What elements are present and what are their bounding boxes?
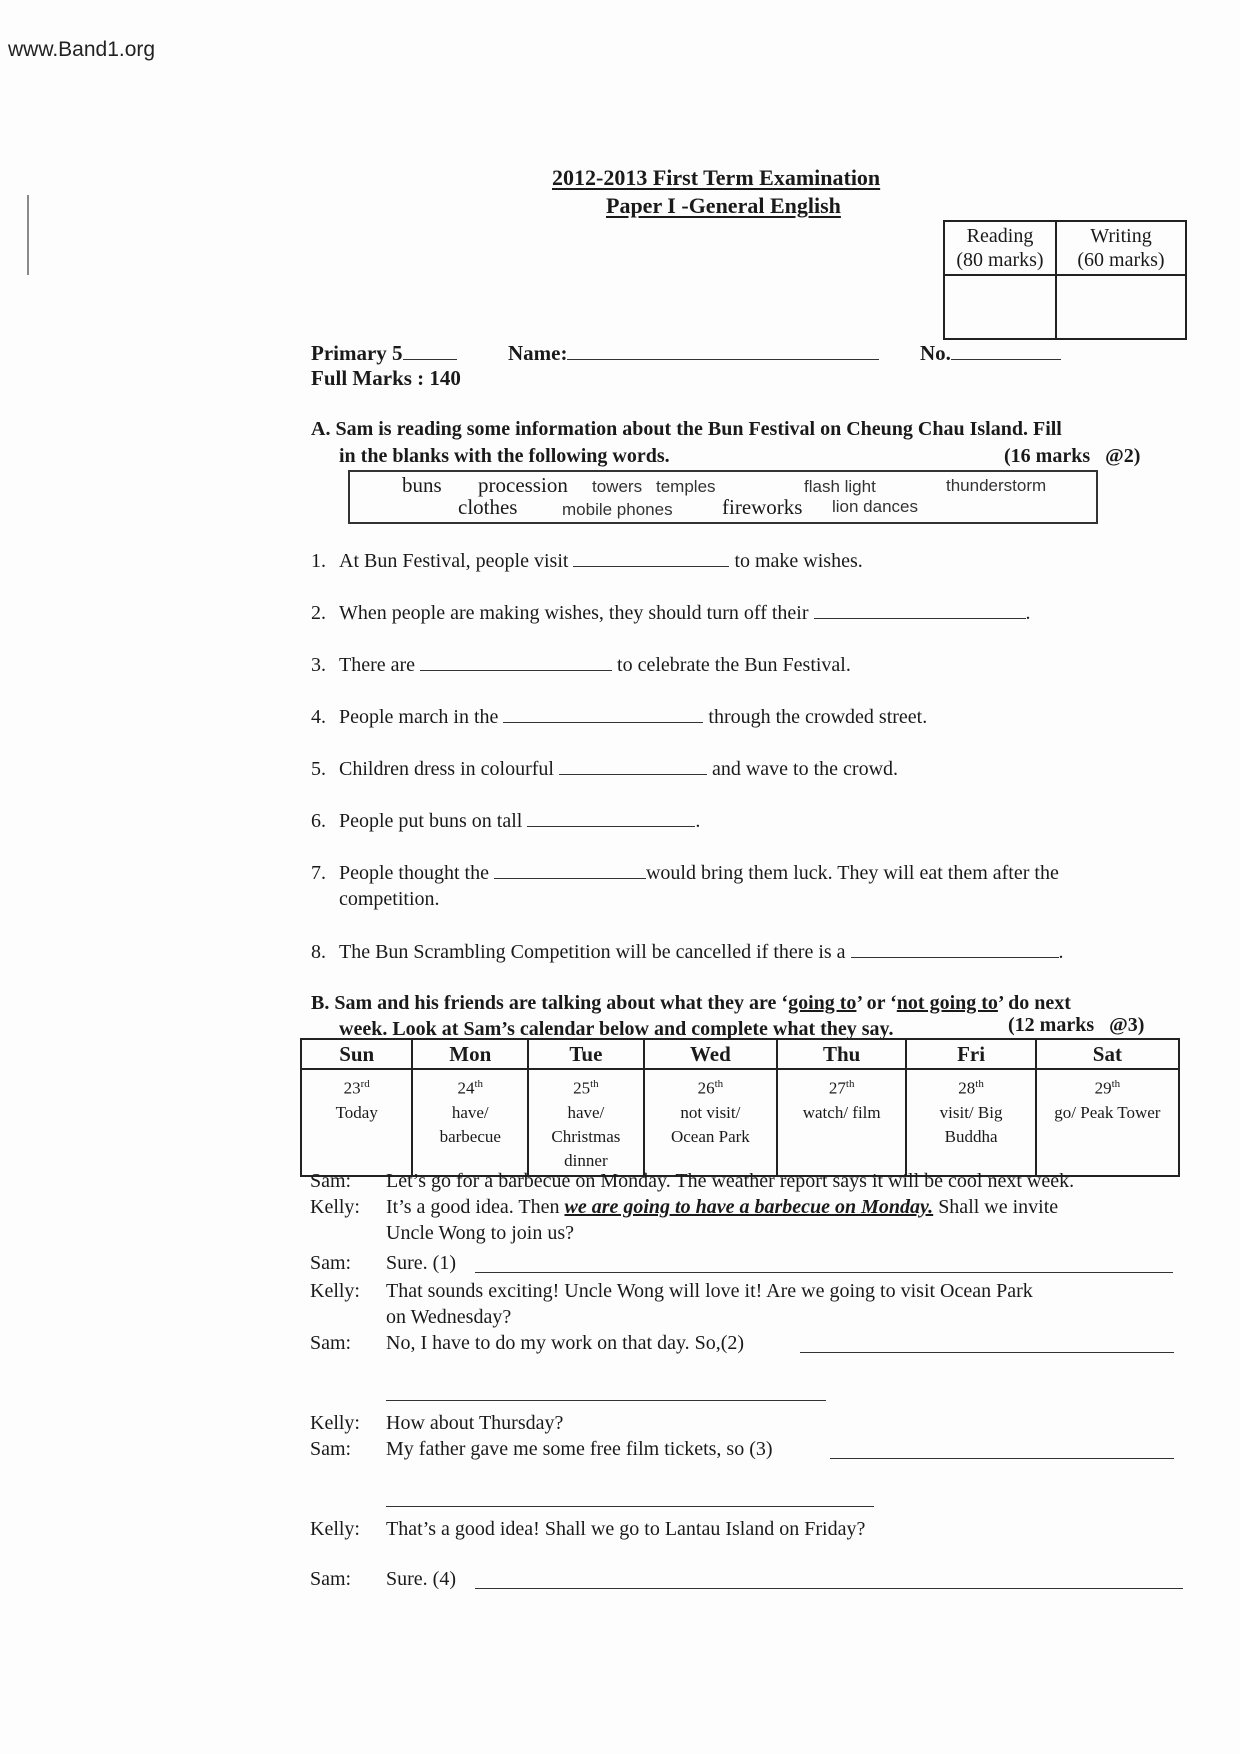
calendar-cell-sat: 29th go/ Peak Tower	[1036, 1069, 1179, 1176]
answer-line-4[interactable]	[475, 1588, 1183, 1589]
calendar-day: Sun	[301, 1039, 412, 1069]
answer-blank-7[interactable]	[494, 860, 646, 879]
answer-line-3a[interactable]	[830, 1458, 1174, 1459]
dialogue-line: That’s a good idea! Shall we go to Lantau Island on Friday?	[386, 1518, 866, 1540]
speaker-label: Sam:	[310, 1438, 352, 1460]
calendar-date: 28th	[958, 1078, 984, 1098]
calendar-date: 23rd	[343, 1078, 370, 1098]
question-7: 7. People thought the would bring them luck. They will eat them after the	[311, 862, 1059, 884]
answer-line-2b[interactable]	[386, 1400, 826, 1401]
word-bank-item: temples	[656, 477, 716, 496]
calendar-date: 24th	[457, 1078, 484, 1098]
word-bank	[348, 470, 1098, 524]
class-blank[interactable]	[403, 341, 457, 360]
calendar-date: 26th	[697, 1078, 724, 1098]
dialogue-line: Let’s go for a barbecue on Monday. The weather report says it will be cool next week.	[386, 1170, 1075, 1192]
question-1: 1. At Bun Festival, people visit to make wishes.	[311, 550, 863, 572]
dialogue-line: My father gave me some free film tickets, so (3)	[386, 1438, 773, 1460]
answer-blank-5[interactable]	[559, 756, 707, 775]
section-b-marks: (12 marks @3)	[1008, 1014, 1145, 1036]
word-bank-item: fireworks	[722, 495, 803, 519]
question-8: 8. The Bun Scrambling Competition will be cancelled if there is a .	[311, 941, 1064, 963]
calendar-date: 29th	[1094, 1078, 1121, 1098]
question-7-continuation: competition.	[339, 888, 440, 910]
dialogue-line: Sure. (4)	[386, 1568, 456, 1590]
answer-blank-6[interactable]	[527, 808, 695, 827]
speaker-label: Sam:	[310, 1332, 352, 1354]
speaker-label: Kelly:	[310, 1196, 360, 1218]
calendar-day: Mon	[412, 1039, 528, 1069]
calendar-cell-mon: 24th have/ barbecue	[412, 1069, 528, 1176]
question-4: 4. People march in the through the crowded street.	[311, 706, 928, 728]
section-b-instruction-line2: week. Look at Sam’s calendar below and complete what they say.	[339, 1018, 894, 1040]
question-6: 6. People put buns on tall .	[311, 810, 701, 832]
dialogue-line-continuation: on Wednesday?	[386, 1306, 512, 1328]
word-bank-item: procession	[478, 473, 568, 497]
section-a-instruction-line2: in the blanks with the following words.	[339, 445, 670, 467]
reading-score-box[interactable]	[944, 275, 1056, 339]
number-field: No.	[920, 341, 1061, 366]
reading-header: Reading (80 marks)	[944, 221, 1056, 275]
calendar-date: 27th	[828, 1078, 855, 1098]
section-a-marks: (16 marks @2)	[1004, 445, 1141, 467]
word-bank-item: clothes	[458, 495, 518, 519]
dialogue-line: That sounds exciting! Uncle Wong will love it! Are we going to visit Ocean Park	[386, 1280, 1033, 1302]
question-2: 2. When people are making wishes, they should turn off their .	[311, 602, 1031, 624]
answer-line-2a[interactable]	[800, 1352, 1174, 1353]
site-watermark: www.Band1.org	[8, 38, 156, 61]
writing-score-box[interactable]	[1056, 275, 1186, 339]
scan-margin-mark	[27, 195, 29, 275]
class-field: Primary 5	[311, 341, 457, 366]
dialogue-line: No, I have to do my work on that day. So,(2)	[386, 1332, 745, 1354]
dialogue-line: How about Thursday?	[386, 1412, 564, 1434]
calendar-cell-wed: 26th not visit/ Ocean Park	[644, 1069, 777, 1176]
speaker-label: Kelly:	[310, 1412, 360, 1434]
calendar-day: Wed	[644, 1039, 777, 1069]
calendar-day: Fri	[906, 1039, 1035, 1069]
number-blank[interactable]	[951, 341, 1061, 360]
marks-table	[943, 220, 1187, 340]
example-answer: we are going to have a barbecue on Monday.	[564, 1196, 934, 1218]
calendar-cell-sun: 23rd Today	[301, 1069, 412, 1176]
dialogue-line: It’s a good idea. Then we are going to have a barbecue on Monday. Shall we invite	[386, 1196, 1059, 1218]
calendar-cell-fri: 28th visit/ Big Buddha	[906, 1069, 1035, 1176]
calendar-day: Sat	[1036, 1039, 1179, 1069]
answer-blank-2[interactable]	[814, 600, 1026, 619]
name-blank[interactable]	[567, 341, 879, 360]
word-bank-item: towers	[592, 477, 643, 496]
word-bank-item: flash light	[804, 477, 876, 496]
dialogue-line: Sure. (1)	[386, 1252, 456, 1274]
calendar-day: Thu	[777, 1039, 906, 1069]
word-bank-item: lion dances	[832, 497, 919, 516]
writing-header: Writing (60 marks)	[1056, 221, 1186, 275]
calendar-day: Tue	[528, 1039, 644, 1069]
section-b-instruction: B. Sam and his friends are talking about what they are ‘going to’ or ‘not going to’ do next	[311, 992, 1071, 1014]
speaker-label: Sam:	[310, 1568, 352, 1590]
answer-blank-3[interactable]	[420, 652, 612, 671]
calendar-cell-tue: 25th have/ Christmas dinner	[528, 1069, 644, 1176]
going-to-term: going to	[788, 992, 857, 1014]
exam-title: 2012-2013 First Term Examination	[552, 165, 881, 190]
word-bank-item: mobile phones	[562, 500, 673, 519]
calendar-date: 25th	[573, 1078, 599, 1098]
speaker-label: Kelly:	[310, 1280, 360, 1302]
question-5: 5. Children dress in colourful and wave to the crowd.	[311, 758, 899, 780]
not-going-to-term: not going to	[896, 992, 998, 1014]
answer-blank-1[interactable]	[573, 548, 729, 567]
answer-line-1[interactable]	[475, 1272, 1173, 1273]
calendar-cell-thu: 27th watch/ film	[777, 1069, 906, 1176]
speaker-label: Kelly:	[310, 1518, 360, 1540]
name-field: Name:	[508, 341, 879, 366]
calendar-header-row	[301, 1039, 1179, 1069]
speaker-label: Sam:	[310, 1170, 352, 1192]
question-3: 3. There are to celebrate the Bun Festival.	[311, 654, 851, 676]
full-marks: Full Marks : 140	[311, 366, 461, 390]
dialogue	[0, 1170, 1240, 1590]
calendar-body-row	[301, 1069, 1179, 1176]
dialogue-line-continuation: Uncle Wong to join us?	[386, 1222, 574, 1244]
answer-line-3b[interactable]	[386, 1506, 874, 1507]
paper-title: Paper I -General English	[606, 193, 841, 218]
word-bank-item: thunderstorm	[946, 476, 1047, 495]
sam-calendar	[300, 1038, 1180, 1177]
answer-blank-4[interactable]	[503, 704, 703, 723]
word-bank-item: buns	[402, 473, 442, 497]
section-a-instruction: A. Sam is reading some information about the Bun Festival on Cheung Chau Island. Fill	[311, 418, 1062, 440]
speaker-label: Sam:	[310, 1252, 352, 1274]
answer-blank-8[interactable]	[851, 939, 1059, 958]
